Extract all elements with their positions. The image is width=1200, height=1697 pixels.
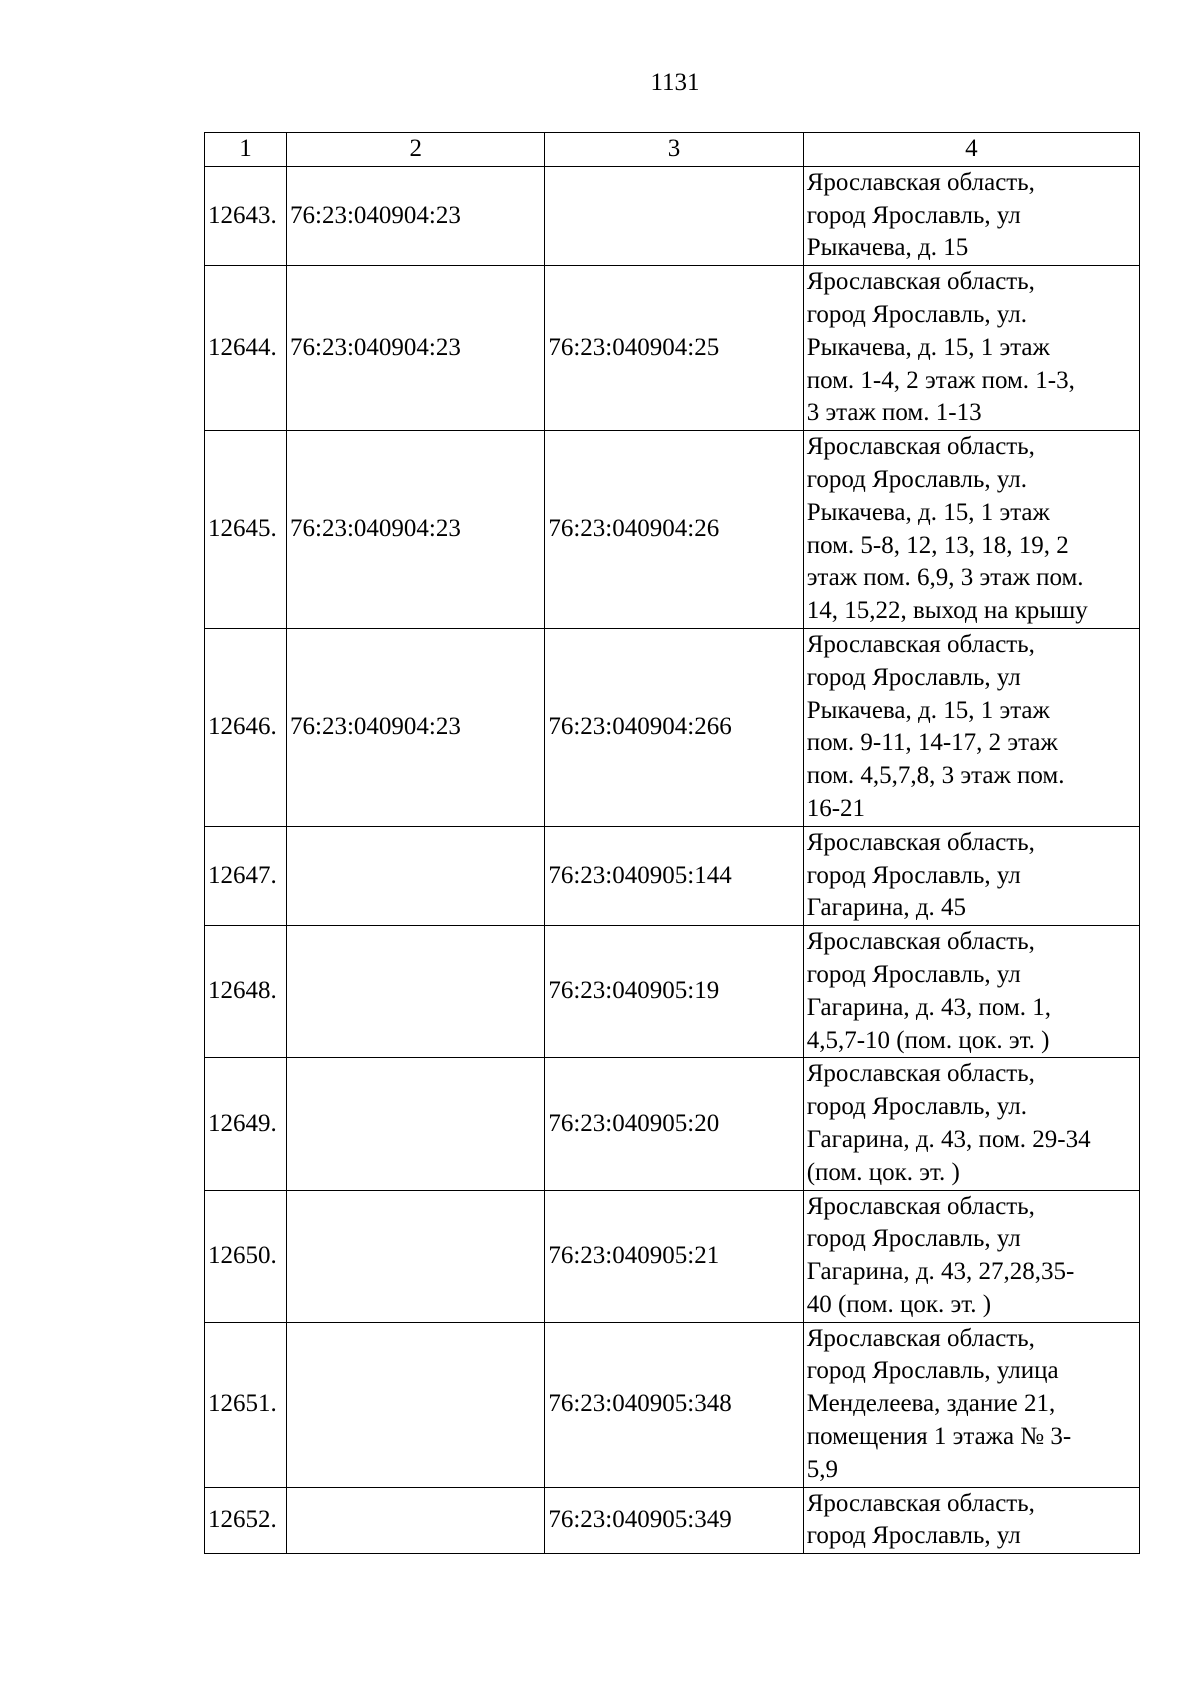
column-header-4: 4	[803, 133, 1139, 167]
cadastral-number-cell	[287, 826, 545, 925]
row-number-cell: 12650.	[205, 1190, 287, 1322]
cadastral-number-cell	[287, 1058, 545, 1190]
cadastral-number-cell: 76:23:040905:19	[545, 926, 803, 1058]
column-header-1: 1	[205, 133, 287, 167]
cadastral-number-cell: 76:23:040905:348	[545, 1322, 803, 1487]
table-row	[205, 628, 1140, 826]
table-header-row	[205, 133, 1140, 167]
cadastral-number-cell: 76:23:040904:25	[545, 266, 803, 431]
address-cell: Ярославская область, город Ярославль, ул. Рыкачева, д. 15, 1 этаж пом. 1-4, 2 этаж пом. 1-3, 3 этаж пом. 1-13	[803, 266, 1139, 431]
table-row	[205, 1487, 1140, 1554]
address-cell: Ярославская область, город Ярославль, ул. Гагарина, д. 43, пом. 29-34 (пом. цок. эт. )	[803, 1058, 1139, 1190]
row-number-cell: 12649.	[205, 1058, 287, 1190]
cadastral-number-cell: 76:23:040905:20	[545, 1058, 803, 1190]
table-row	[205, 1190, 1140, 1322]
address-cell: Ярославская область, город Ярославль, ул Рыкачева, д. 15	[803, 166, 1139, 265]
cadastral-number-cell: 76:23:040904:23	[287, 628, 545, 826]
address-cell: Ярославская область, город Ярославль, ул	[803, 1487, 1139, 1554]
table-row	[205, 166, 1140, 265]
address-cell: Ярославская область, город Ярославль, ул Гагарина, д. 43, пом. 1, 4,5,7-10 (пом. цок. эт. )	[803, 926, 1139, 1058]
table-row	[205, 266, 1140, 431]
row-number-cell: 12644.	[205, 266, 287, 431]
cadastral-number-cell	[287, 1487, 545, 1554]
cadastral-number-cell	[287, 926, 545, 1058]
cadastral-number-cell: 76:23:040905:21	[545, 1190, 803, 1322]
page-number: 1131	[650, 69, 700, 96]
row-number-cell: 12643.	[205, 166, 287, 265]
address-cell: Ярославская область, город Ярославль, ул Гагарина, д. 45	[803, 826, 1139, 925]
cadastral-number-cell: 76:23:040905:349	[545, 1487, 803, 1554]
row-number-cell: 12651.	[205, 1322, 287, 1487]
cadastral-number-cell	[545, 166, 803, 265]
table-row	[205, 826, 1140, 925]
row-number-cell: 12646.	[205, 628, 287, 826]
registry-table	[204, 132, 1140, 1554]
cadastral-number-cell: 76:23:040904:23	[287, 431, 545, 629]
cadastral-number-cell	[287, 1322, 545, 1487]
table-row	[205, 431, 1140, 629]
cadastral-number-cell: 76:23:040904:266	[545, 628, 803, 826]
cadastral-number-cell: 76:23:040904:26	[545, 431, 803, 629]
address-cell: Ярославская область, город Ярославль, ул. Рыкачева, д. 15, 1 этаж пом. 5-8, 12, 13, 18, 19, 2 этаж пом. 6,9, 3 этаж пом. 14, 15,22, выход на крышу	[803, 431, 1139, 629]
table-row	[205, 1058, 1140, 1190]
table-row	[205, 926, 1140, 1058]
address-cell: Ярославская область, город Ярославль, ул Гагарина, д. 43, 27,28,35- 40 (пом. цок. эт. )	[803, 1190, 1139, 1322]
cadastral-number-cell: 76:23:040904:23	[287, 166, 545, 265]
table-row	[205, 1322, 1140, 1487]
cadastral-number-cell: 76:23:040904:23	[287, 266, 545, 431]
row-number-cell: 12648.	[205, 926, 287, 1058]
row-number-cell: 12645.	[205, 431, 287, 629]
column-header-2: 2	[287, 133, 545, 167]
cadastral-number-cell	[287, 1190, 545, 1322]
row-number-cell: 12647.	[205, 826, 287, 925]
column-header-3: 3	[545, 133, 803, 167]
row-number-cell: 12652.	[205, 1487, 287, 1554]
address-cell: Ярославская область, город Ярославль, улица Менделеева, здание 21, помещения 1 этажа № 3- 5,9	[803, 1322, 1139, 1487]
cadastral-number-cell: 76:23:040905:144	[545, 826, 803, 925]
table-body	[205, 166, 1140, 1553]
address-cell: Ярославская область, город Ярославль, ул Рыкачева, д. 15, 1 этаж пом. 9-11, 14-17, 2 этаж пом. 4,5,7,8, 3 этаж пом. 16-21	[803, 628, 1139, 826]
